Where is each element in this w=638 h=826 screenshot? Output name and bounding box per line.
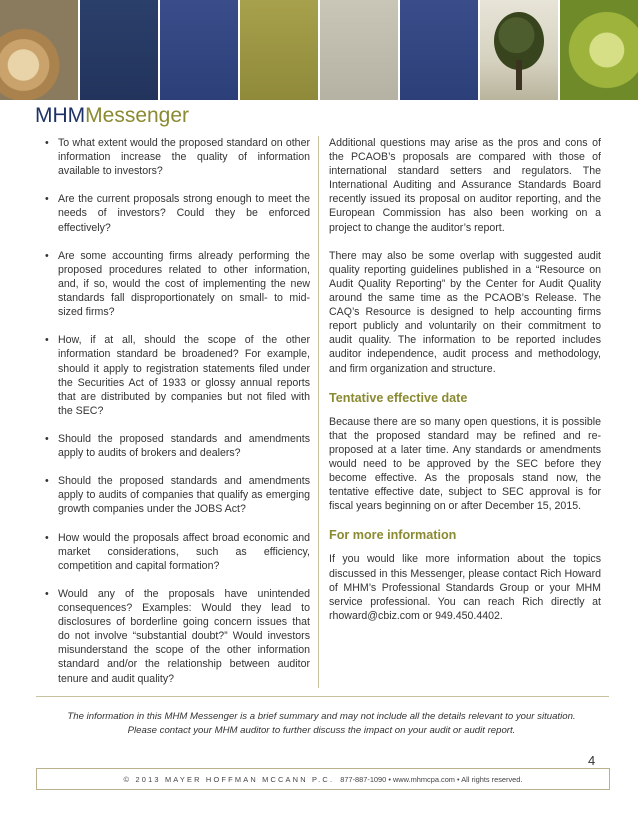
list-item: • To what extent would the proposed standard on other information increase the quality of information available to investors? bbox=[44, 136, 310, 178]
paragraph-contact: If you would like more information about the topics discussed in this Messenger, please contact Rich Howard of MHM’s Professional Standards Group or your MHM service professional. You can reach Rich directly at rhoward@cbiz.com or 949.450.4402. bbox=[329, 553, 601, 622]
banner-tile-blue-2 bbox=[400, 0, 478, 100]
banner-image-tree bbox=[480, 0, 558, 100]
title-mhm: MHM bbox=[35, 104, 86, 127]
list-item: • Are the current proposals strong enough to meet the needs of investors? Could they be enforced effectively? bbox=[44, 192, 310, 234]
horizontal-rule bbox=[36, 696, 609, 697]
banner-tile-blue bbox=[160, 0, 238, 100]
column-divider bbox=[318, 136, 319, 688]
footer-contact: 877-887-1090 • www.mhmcpa.com • All rights reserved. bbox=[340, 774, 523, 784]
list-item: • Should the proposed standards and amendments apply to audits of companies that qualify as emerging growth companies under the JOBS Act? bbox=[44, 474, 310, 516]
disclaimer bbox=[34, 710, 609, 738]
paragraph-effective-date: Because there are so many open questions, it is possible that the proposed standard may be refined and re-proposed at a later time. Any standards or amendments would need to be approved by the SEC before they become effective. As the proposals stand now, the tentative effective date, subject to SEC approval is for fiscal years beginning on or after December 15, 2015. bbox=[329, 415, 601, 513]
footer-bar bbox=[36, 768, 610, 790]
disclaimer-line-2: Please contact your MHM auditor to further discuss the impact on your audit or audit report. bbox=[127, 725, 516, 736]
banner-tile-navy bbox=[80, 0, 158, 100]
list-item: • How would the proposals affect broad economic and market considerations, such as efficiency, competition and capital formation? bbox=[44, 531, 310, 573]
footer-copyright: © 2013 MAYER HOFFMAN MCCANN P.C. bbox=[123, 774, 335, 784]
banner-tile-olive bbox=[240, 0, 318, 100]
left-column bbox=[44, 136, 310, 700]
paragraph-overlap: There may also be some overlap with suggested audit quality reporting guidelines published in a “Resource on Audit Quality Reporting” by the Center for Audit Quality around the same time as the PCAOB’s Release. The CAQ’s Resource is designed to help accounting firms report publicly and voluntarily on their commitment to audit quality. The information to be reported includes auditor independence, audit process and methodology, and firm organization and structure. bbox=[329, 249, 601, 375]
list-item: • Would any of the proposals have unintended consequences? Examples: Would they lead to disclosures of borderline going concern issues that do not involve “substantial doubt?” Would investors misunderstand the scope of the other information standard and/or the relationship between auditor tenure and audit quality? bbox=[44, 587, 310, 686]
question-list bbox=[44, 136, 310, 686]
list-item: • How, if at all, should the scope of the other information standard be broadened? For example, should it apply to registration statements filed under the Securities Act of 1933 or glossy annual reports that are distributed by companies but not filed with the SEC? bbox=[44, 333, 310, 418]
page-number: 4 bbox=[588, 753, 596, 768]
right-column bbox=[329, 136, 601, 637]
banner-image-leaf bbox=[560, 0, 638, 100]
banner-tile-grey bbox=[320, 0, 398, 100]
newsletter-title bbox=[35, 103, 189, 129]
banner-image-wood bbox=[0, 0, 78, 100]
list-item: • Should the proposed standards and amendments apply to audits of brokers and dealers? bbox=[44, 432, 310, 460]
list-item: • Are some accounting firms already performing the proposed procedures related to other information, and, if so, would the cost of implementing the new standards fall disproportionately on small- to mid-sized firms? bbox=[44, 249, 310, 319]
title-messenger: Messenger bbox=[85, 104, 190, 127]
heading-more-information: For more information bbox=[329, 528, 457, 543]
header-banner bbox=[0, 0, 638, 100]
disclaimer-line-1: The information in this MHM Messenger is a brief summary and may not include all the details relevant to your situation. bbox=[67, 711, 576, 722]
paragraph-additional-questions: Additional questions may arise as the pros and cons of the PCAOB’s proposals are compared with those of international standard setters and regulators. The International Auditing and Assurance Standards Board recently issued its proposal on auditor reporting, and the European Commission has also been working on a project to change the auditor’s report. bbox=[329, 137, 601, 234]
heading-tentative-effective-date: Tentative effective date bbox=[329, 390, 468, 405]
